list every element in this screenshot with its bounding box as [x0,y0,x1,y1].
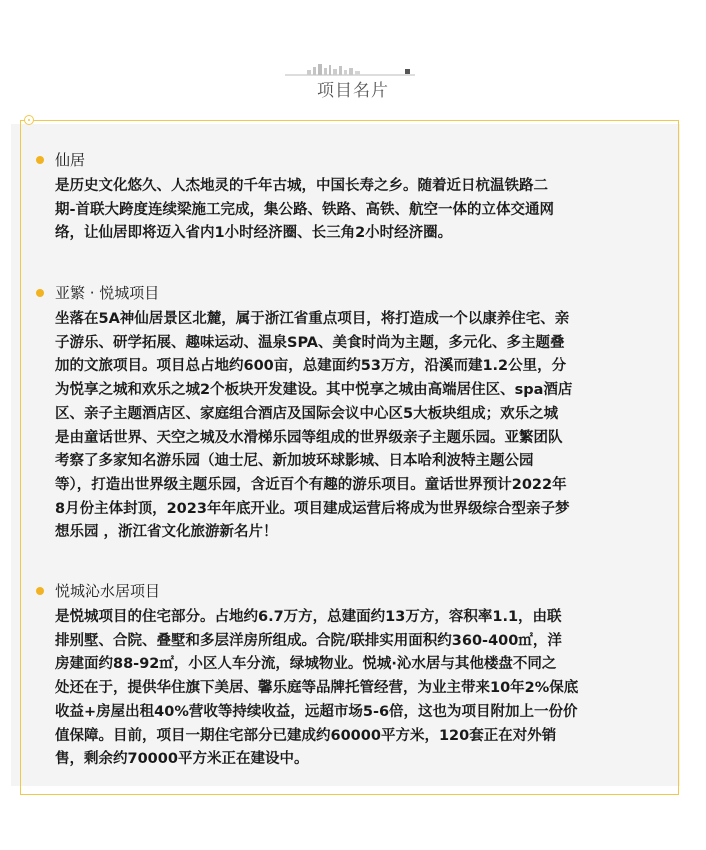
text-line: 是悦城项目的住宅部分。占地约6.7万方，总建面约13万方，容积率1.1，由联 [55,609,562,625]
bullet-icon [36,289,44,297]
text-line: 排别墅、合院、叠墅和多层洋房所组成。合院/联排实用面积约360-400㎡，洋 [55,632,562,649]
text-line: 想乐园 ，浙江省文化旅游新名片！ [55,524,278,541]
section-body [55,606,663,772]
corner-ornament-icon [24,115,34,125]
skyline-icon [285,62,415,76]
section-title: 亚繁 · 悦城项目 [55,284,160,302]
text-line: 是历史文化悠久、人杰地灵的千年古城，中国长寿之乡。随着近日杭温铁路二 [55,178,548,194]
text-line: 为悦享之城和欢乐之城2个板块开发建设。其中悦享之城由高端居住区、spa酒店 [55,382,573,399]
text-line: 房建面约88-92㎡，小区人车分流，绿城物业。悦城·沁水居与其他楼盘不同之 [55,656,557,673]
bullet-icon [36,156,44,164]
header-dot [405,69,410,74]
text-line: 处还在于，提供华住旗下美居、馨乐庭等品牌托管经营，为业主带来10年2%保底 [55,680,579,697]
text-line: 8月份主体封顶，2023年年底开业。项目建成运营后将成为世界级综合型亲子梦 [55,500,570,517]
section-title: 仙居 [55,151,86,169]
section-body [55,175,663,246]
text-line: 等），打造出世界级主题乐园，含近百个有趣的游乐项目。童话世界预计2022年 [55,476,567,493]
section-title: 悦城沁水居项目 [55,582,161,600]
page-title: 项目名片 [317,81,389,101]
text-line: 络，让仙居即将迈入省内1小时经济圈、长三角2小时经济圈。 [55,225,453,242]
text-line: 值保障。目前，项目一期住宅部分已建成约60000平方米，120套正在对外销 [55,727,557,744]
text-line: 考察了多家知名游乐园（迪士尼、新加坡环球影城、日本哈利波特主题公园 [55,453,534,470]
text-line: 加的文旅项目。项目总占地约600亩，总建面约53万方，沿溪而建1.2公里，分 [55,358,567,375]
text-line: 收益+房屋出租40%营收等持续收益，远超市场5-6倍，这也为项目附加上一份价 [55,703,578,720]
text-line: 子游乐、研学拓展、趣味运动、温泉SPA、美食时尚为主题，多元化、多主题叠 [55,334,565,351]
text-line: 坐落在5A神仙居景区北麓，属于浙江省重点项目，将打造成一个以康养住宅、亲 [55,311,570,327]
text-line: 期-首联大跨度连续梁施工完成，集公路、铁路、高铁、航空一体的立体交通网 [55,201,555,218]
page-header [0,40,706,110]
text-line: 售，剩余约70000平方米正在建设中。 [55,751,309,768]
text-line: 是由童话世界、天空之城及水滑梯乐园等组成的世界级亲子主题乐园。亚繁团队 [55,429,563,446]
section-body [55,308,663,545]
bullet-icon [36,587,44,595]
text-line: 区、亲子主题酒店区、家庭组合酒店及国际会议中心区5大板块组成；欢乐之城 [55,405,559,422]
